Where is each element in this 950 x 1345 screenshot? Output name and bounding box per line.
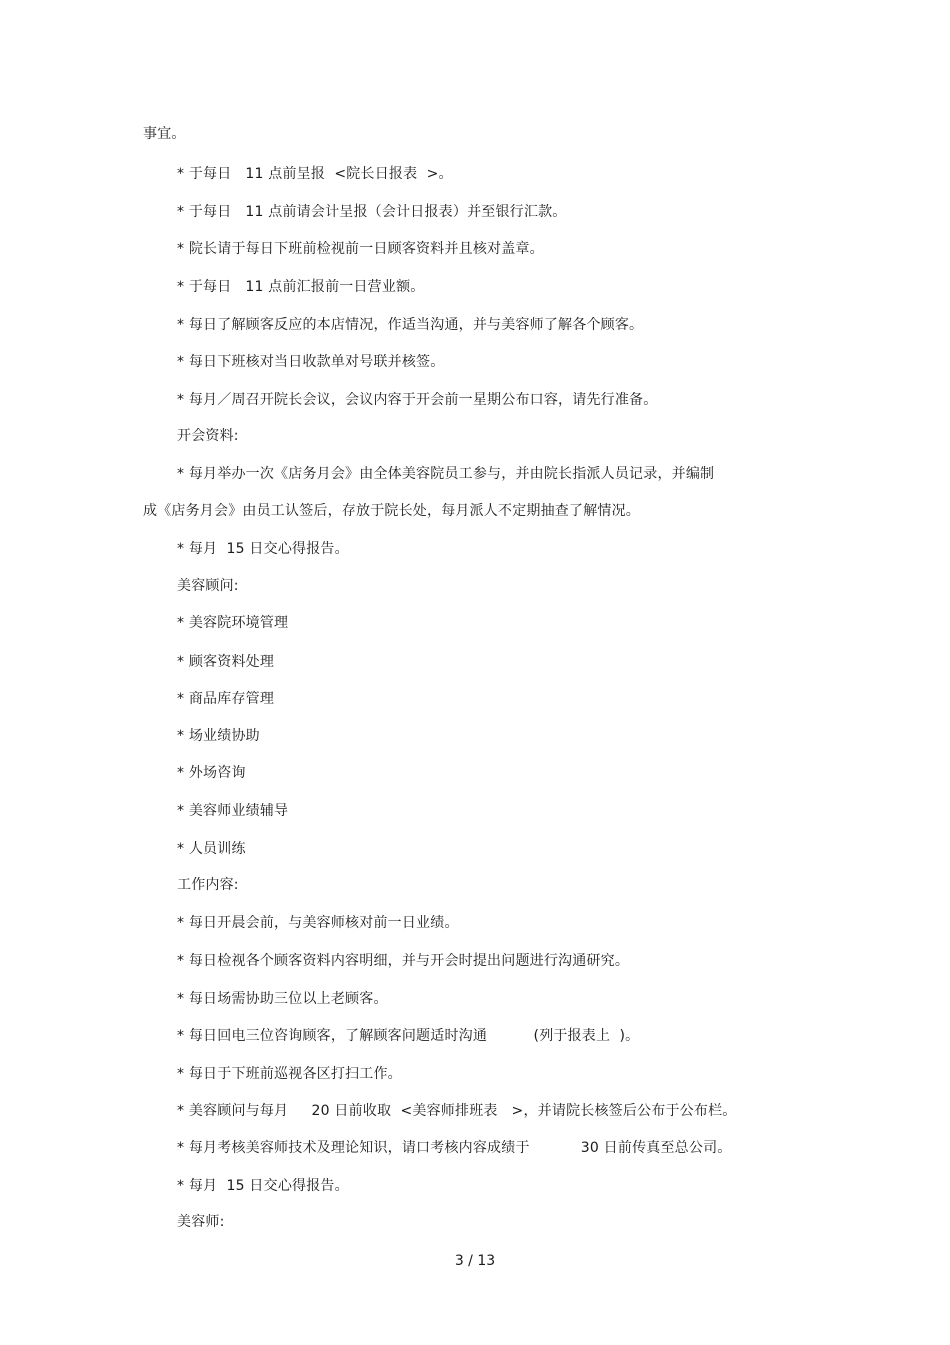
text-line-17: * 场业绩协助 — [177, 728, 260, 744]
text-line-26: * 每日于下班前巡视各区打扫工作。 — [177, 1066, 402, 1082]
text-line-10: * 每月举办一次《店务月会》由全体美容院员工参与，并由院长指派人员记录，并编制 — [177, 466, 715, 482]
text-line-7: * 每日下班核对当日收款单对号联并核签。 — [177, 354, 445, 370]
text-line-14: * 美容院环境管理 — [177, 615, 289, 631]
text-line-16: * 商品库存管理 — [177, 691, 275, 707]
text-line-23: * 每日检视各个顾客资料内容明细，并与开会时提出问题进行沟通研究。 — [177, 953, 630, 969]
text-line-18: * 外场咨询 — [177, 765, 246, 781]
text-line-22: * 每日开晨会前，与美容师核对前一日业绩。 — [177, 915, 459, 931]
text-line-11: 成《店务月会》由员工认签后，存放于院长处，每月派人不定期抽查了解情况。 — [143, 503, 640, 519]
text-line-28: * 每月考核美容师技术及理论知识，请口考核内容成绩于 30 日前传真至总公司。 — [177, 1140, 732, 1156]
section-heading-meeting: 开会资料: — [177, 428, 239, 444]
text-line-8: * 每月／周召开院长会议，会议内容于开会前一星期公布口容，请先行准备。 — [177, 392, 658, 408]
text-line-1: 事宜。 — [143, 126, 186, 142]
text-line-3: * 于每日 11 点前请会计呈报（会计日报表）并至银行汇款。 — [177, 204, 567, 220]
text-line-19: * 美容师业绩辅导 — [177, 803, 289, 819]
text-line-5: * 于每日 11 点前汇报前一日营业额。 — [177, 279, 425, 295]
text-line-12: * 每月 15 日交心得报告。 — [177, 541, 349, 557]
text-line-25: * 每日回电三位咨询顾客，了解顾客问题适时沟通 (列于报表上 )。 — [177, 1028, 640, 1044]
page-number: 3 / 13 — [454, 1253, 496, 1269]
section-heading-work: 工作内容: — [177, 877, 239, 893]
section-heading-consultant: 美容顾问: — [177, 578, 239, 594]
text-line-2: * 于每日 11 点前呈报 <院长日报表 >。 — [177, 166, 453, 182]
text-line-24: * 每日场需协助三位以上老顾客。 — [177, 991, 388, 1007]
text-line-6: * 每日了解顾客反应的本店情况，作适当沟通，并与美容师了解各个顾客。 — [177, 317, 644, 333]
section-heading-beautician: 美容师: — [177, 1214, 225, 1230]
text-line-15: * 顾客资料处理 — [177, 654, 275, 670]
text-line-27: * 美容顾问与每月 20 日前收取 <美容师排班表 >，并请院长核签后公布于公布栏。 — [177, 1103, 737, 1119]
text-line-20: * 人员训练 — [177, 841, 246, 857]
text-line-4: * 院长请于每日下班前检视前一日顾客资料并且核对盖章。 — [177, 241, 544, 257]
text-line-29: * 每月 15 日交心得报告。 — [177, 1178, 349, 1194]
